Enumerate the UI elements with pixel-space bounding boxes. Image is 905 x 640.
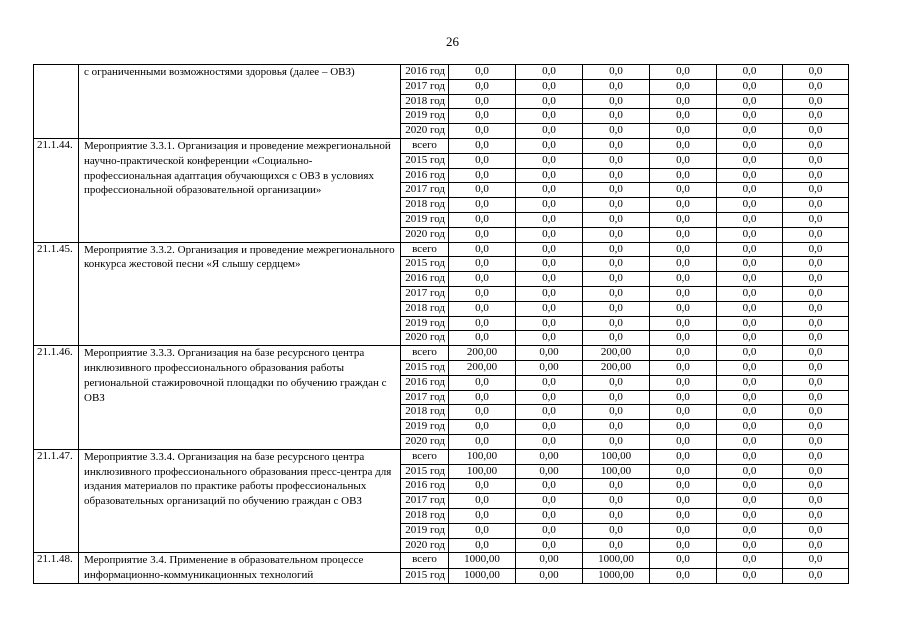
value-cell: 0,0 (583, 390, 650, 405)
value-cell: 0,0 (583, 316, 650, 331)
value-cell: 0,0 (717, 553, 783, 568)
period-cell: 2015 год (401, 464, 449, 479)
value-cell: 0,0 (717, 183, 783, 198)
value-cell: 0,0 (717, 212, 783, 227)
value-cell: 0,0 (783, 420, 849, 435)
value-cell: 0,0 (449, 79, 516, 94)
value-cell: 0,0 (783, 94, 849, 109)
value-cell: 0,0 (449, 420, 516, 435)
value-cell: 0,0 (783, 286, 849, 301)
value-cell: 0,0 (717, 434, 783, 449)
value-cell: 0,0 (449, 375, 516, 390)
value-cell: 0,0 (583, 65, 650, 80)
period-cell: 2017 год (401, 390, 449, 405)
value-cell: 0,0 (783, 79, 849, 94)
period-cell: 2020 год (401, 538, 449, 553)
value-cell: 0,0 (583, 198, 650, 213)
period-cell: 2019 год (401, 420, 449, 435)
period-cell: 2018 год (401, 198, 449, 213)
value-cell: 0,0 (583, 286, 650, 301)
value-cell: 0,0 (516, 508, 583, 523)
value-cell: 0,0 (516, 272, 583, 287)
value-cell: 0,0 (717, 316, 783, 331)
measure-code: 21.1.44. (34, 138, 79, 242)
value-cell: 0,0 (717, 109, 783, 124)
period-cell: 2015 год (401, 360, 449, 375)
value-cell: 0,0 (516, 375, 583, 390)
value-cell: 0,0 (583, 168, 650, 183)
value-cell: 0,0 (783, 212, 849, 227)
value-cell: 0,0 (516, 109, 583, 124)
value-cell: 0,0 (650, 420, 717, 435)
table-row (34, 449, 849, 464)
value-cell: 0,00 (516, 346, 583, 361)
value-cell: 0,0 (516, 331, 583, 346)
value-cell: 0,0 (516, 183, 583, 198)
table-row (34, 242, 849, 257)
value-cell: 0,0 (449, 494, 516, 509)
period-cell: всего (401, 346, 449, 361)
value-cell: 0,0 (717, 153, 783, 168)
period-cell: 2017 год (401, 79, 449, 94)
value-cell: 1000,00 (449, 553, 516, 568)
value-cell: 0,0 (783, 553, 849, 568)
value-cell: 200,00 (449, 360, 516, 375)
value-cell: 0,0 (449, 538, 516, 553)
value-cell: 0,0 (783, 331, 849, 346)
value-cell: 0,0 (717, 538, 783, 553)
value-cell: 0,0 (717, 65, 783, 80)
value-cell: 0,0 (783, 568, 849, 583)
period-cell: 2018 год (401, 301, 449, 316)
value-cell: 0,0 (650, 301, 717, 316)
page-number: 26 (446, 34, 459, 49)
value-cell: 0,0 (783, 360, 849, 375)
measure-code (34, 65, 79, 139)
value-cell: 0,0 (783, 434, 849, 449)
value-cell: 0,0 (516, 94, 583, 109)
value-cell: 100,00 (583, 449, 650, 464)
value-cell: 0,0 (650, 124, 717, 139)
period-cell: 2017 год (401, 494, 449, 509)
value-cell: 0,0 (650, 109, 717, 124)
value-cell: 0,0 (583, 523, 650, 538)
value-cell: 0,0 (717, 242, 783, 257)
value-cell: 0,0 (449, 257, 516, 272)
measure-name: Мероприятие 3.3.3. Организация на базе ресурсного центра инклюзивного профессионального образования работы региональной стажировочной площадки по обучению граждан с ОВЗ (79, 346, 401, 450)
value-cell: 0,0 (783, 272, 849, 287)
value-cell: 0,00 (516, 449, 583, 464)
value-cell: 0,0 (783, 390, 849, 405)
value-cell: 0,0 (583, 331, 650, 346)
value-cell: 100,00 (583, 464, 650, 479)
measure-name: Мероприятие 3.3.1. Организация и проведение межрегиональной научно-практической конференции «Социально-профессиональная адаптация обучающихся с ОВЗ в условиях профессиональной образовательной организации» (79, 138, 401, 242)
value-cell: 0,0 (449, 434, 516, 449)
table-row (34, 138, 849, 153)
value-cell: 0,0 (449, 198, 516, 213)
value-cell: 0,0 (717, 464, 783, 479)
table-row (34, 65, 849, 80)
value-cell: 0,0 (583, 153, 650, 168)
value-cell: 0,0 (717, 449, 783, 464)
value-cell: 0,0 (583, 434, 650, 449)
value-cell: 0,00 (516, 568, 583, 583)
measure-code: 21.1.46. (34, 346, 79, 450)
value-cell: 0,0 (516, 538, 583, 553)
value-cell: 0,0 (650, 538, 717, 553)
value-cell: 0,0 (516, 257, 583, 272)
value-cell: 0,0 (583, 420, 650, 435)
value-cell: 0,0 (783, 138, 849, 153)
value-cell: 0,0 (783, 464, 849, 479)
value-cell: 0,0 (449, 227, 516, 242)
value-cell: 0,0 (783, 479, 849, 494)
period-cell: 2019 год (401, 523, 449, 538)
value-cell: 0,0 (717, 79, 783, 94)
value-cell: 0,0 (717, 479, 783, 494)
value-cell: 0,0 (650, 198, 717, 213)
value-cell: 0,0 (650, 242, 717, 257)
value-cell: 0,0 (449, 479, 516, 494)
value-cell: 0,0 (449, 183, 516, 198)
value-cell: 0,0 (650, 168, 717, 183)
period-cell: 2016 год (401, 375, 449, 390)
value-cell: 0,0 (783, 227, 849, 242)
value-cell: 1000,00 (583, 553, 650, 568)
value-cell: 0,0 (449, 138, 516, 153)
value-cell: 0,0 (516, 153, 583, 168)
period-cell: 2016 год (401, 272, 449, 287)
measure-name: Мероприятие 3.3.4. Организация на базе ресурсного центра инклюзивного профессионального образования пресс-центра для издания материалов по практике работы профессиональных образовательных организаций по обучению граждан с ОВЗ (79, 449, 401, 553)
value-cell: 0,0 (783, 183, 849, 198)
value-cell: 0,0 (516, 479, 583, 494)
value-cell: 0,0 (650, 464, 717, 479)
value-cell: 0,0 (650, 508, 717, 523)
value-cell: 0,0 (783, 449, 849, 464)
value-cell: 1000,00 (583, 568, 650, 583)
table-body (34, 65, 849, 584)
value-cell: 0,0 (650, 449, 717, 464)
value-cell: 0,0 (783, 346, 849, 361)
value-cell: 0,0 (650, 494, 717, 509)
period-cell: 2016 год (401, 65, 449, 80)
value-cell: 0,0 (583, 508, 650, 523)
value-cell: 0,0 (516, 523, 583, 538)
value-cell: 0,0 (516, 420, 583, 435)
value-cell: 0,0 (783, 375, 849, 390)
value-cell: 0,0 (650, 65, 717, 80)
value-cell: 0,0 (650, 568, 717, 583)
value-cell: 0,0 (650, 94, 717, 109)
value-cell: 0,0 (583, 212, 650, 227)
budget-table (33, 64, 849, 584)
measure-code: 21.1.45. (34, 242, 79, 346)
value-cell: 0,0 (650, 183, 717, 198)
value-cell: 0,00 (516, 464, 583, 479)
value-cell: 0,0 (516, 65, 583, 80)
value-cell: 0,0 (516, 405, 583, 420)
period-cell: 2019 год (401, 109, 449, 124)
value-cell: 0,0 (583, 405, 650, 420)
value-cell: 100,00 (449, 449, 516, 464)
period-cell: 2019 год (401, 316, 449, 331)
value-cell: 0,0 (449, 316, 516, 331)
value-cell: 0,0 (516, 79, 583, 94)
period-cell: всего (401, 242, 449, 257)
value-cell: 0,0 (583, 272, 650, 287)
value-cell: 0,0 (516, 494, 583, 509)
value-cell: 0,0 (449, 94, 516, 109)
value-cell: 0,0 (717, 286, 783, 301)
value-cell: 0,0 (583, 257, 650, 272)
value-cell: 0,0 (583, 375, 650, 390)
value-cell: 0,0 (449, 331, 516, 346)
value-cell: 0,0 (717, 227, 783, 242)
value-cell: 0,0 (783, 153, 849, 168)
value-cell: 0,0 (783, 242, 849, 257)
value-cell: 0,0 (449, 168, 516, 183)
value-cell: 0,0 (650, 360, 717, 375)
value-cell: 0,0 (783, 124, 849, 139)
value-cell: 1000,00 (449, 568, 516, 583)
period-cell: 2020 год (401, 124, 449, 139)
value-cell: 0,0 (583, 109, 650, 124)
value-cell: 0,0 (583, 138, 650, 153)
period-cell: 2018 год (401, 508, 449, 523)
value-cell: 0,0 (650, 405, 717, 420)
period-cell: всего (401, 553, 449, 568)
value-cell: 0,0 (717, 494, 783, 509)
value-cell: 0,0 (583, 183, 650, 198)
value-cell: 0,00 (516, 360, 583, 375)
measure-name: Мероприятие 3.3.2. Организация и проведение межрегионального конкурса жестовой песни «Я слышу сердцем» (79, 242, 401, 346)
period-cell: 2020 год (401, 227, 449, 242)
value-cell: 0,0 (783, 508, 849, 523)
value-cell: 0,0 (717, 124, 783, 139)
value-cell: 0,0 (516, 138, 583, 153)
value-cell: 0,0 (516, 286, 583, 301)
value-cell: 0,0 (783, 257, 849, 272)
value-cell: 0,0 (783, 494, 849, 509)
value-cell: 0,0 (650, 138, 717, 153)
value-cell: 0,0 (449, 124, 516, 139)
value-cell: 0,0 (650, 331, 717, 346)
value-cell: 0,0 (783, 523, 849, 538)
table-row (34, 553, 849, 568)
value-cell: 0,0 (449, 242, 516, 257)
value-cell: 0,00 (516, 553, 583, 568)
value-cell: 0,0 (717, 375, 783, 390)
value-cell: 0,0 (449, 272, 516, 287)
value-cell: 0,0 (717, 198, 783, 213)
value-cell: 0,0 (717, 568, 783, 583)
value-cell: 0,0 (516, 301, 583, 316)
value-cell: 0,0 (449, 212, 516, 227)
value-cell: 0,0 (717, 508, 783, 523)
value-cell: 0,0 (717, 168, 783, 183)
value-cell: 0,0 (516, 316, 583, 331)
value-cell: 0,0 (449, 508, 516, 523)
value-cell: 0,0 (650, 553, 717, 568)
period-cell: 2019 год (401, 212, 449, 227)
measure-code: 21.1.48. (34, 553, 79, 584)
value-cell: 0,0 (449, 65, 516, 80)
value-cell: 0,0 (516, 124, 583, 139)
value-cell: 0,0 (650, 212, 717, 227)
value-cell: 0,0 (650, 227, 717, 242)
value-cell: 0,0 (583, 301, 650, 316)
value-cell: 0,0 (449, 405, 516, 420)
value-cell: 0,0 (516, 212, 583, 227)
value-cell: 0,0 (449, 301, 516, 316)
table-row (34, 346, 849, 361)
value-cell: 0,0 (650, 257, 717, 272)
value-cell: 0,0 (650, 346, 717, 361)
value-cell: 0,0 (583, 242, 650, 257)
value-cell: 0,0 (583, 479, 650, 494)
value-cell: 0,0 (783, 168, 849, 183)
period-cell: 2017 год (401, 286, 449, 301)
value-cell: 0,0 (650, 434, 717, 449)
value-cell: 100,00 (449, 464, 516, 479)
value-cell: 0,0 (650, 479, 717, 494)
value-cell: 0,0 (783, 109, 849, 124)
period-cell: 2016 год (401, 168, 449, 183)
value-cell: 200,00 (583, 346, 650, 361)
value-cell: 0,0 (650, 286, 717, 301)
period-cell: 2020 год (401, 331, 449, 346)
value-cell: 0,0 (449, 109, 516, 124)
period-cell: 2018 год (401, 405, 449, 420)
value-cell: 0,0 (717, 346, 783, 361)
value-cell: 0,0 (449, 523, 516, 538)
value-cell: 0,0 (717, 301, 783, 316)
value-cell: 0,0 (783, 65, 849, 80)
value-cell: 0,0 (583, 124, 650, 139)
value-cell: 0,0 (717, 94, 783, 109)
value-cell: 0,0 (717, 390, 783, 405)
value-cell: 0,0 (650, 316, 717, 331)
value-cell: 0,0 (449, 153, 516, 168)
value-cell: 0,0 (650, 153, 717, 168)
value-cell: 0,0 (516, 227, 583, 242)
value-cell: 0,0 (717, 360, 783, 375)
value-cell: 0,0 (717, 420, 783, 435)
period-cell: 2017 год (401, 183, 449, 198)
measure-code: 21.1.47. (34, 449, 79, 553)
period-cell: 2015 год (401, 153, 449, 168)
value-cell: 0,0 (783, 198, 849, 213)
value-cell: 0,0 (650, 375, 717, 390)
value-cell: 0,0 (717, 272, 783, 287)
value-cell: 0,0 (717, 523, 783, 538)
period-cell: всего (401, 138, 449, 153)
value-cell: 0,0 (583, 538, 650, 553)
value-cell: 0,0 (583, 94, 650, 109)
value-cell: 0,0 (449, 286, 516, 301)
value-cell: 200,00 (583, 360, 650, 375)
value-cell: 0,0 (516, 242, 583, 257)
period-cell: 2015 год (401, 257, 449, 272)
value-cell: 0,0 (583, 227, 650, 242)
period-cell: 2018 год (401, 94, 449, 109)
value-cell: 0,0 (717, 138, 783, 153)
period-cell: 2015 год (401, 568, 449, 583)
value-cell: 0,0 (717, 331, 783, 346)
value-cell: 0,0 (516, 168, 583, 183)
value-cell: 0,0 (583, 494, 650, 509)
value-cell: 0,0 (449, 390, 516, 405)
value-cell: 0,0 (717, 405, 783, 420)
value-cell: 0,0 (583, 79, 650, 94)
value-cell: 0,0 (783, 316, 849, 331)
period-cell: 2020 год (401, 434, 449, 449)
value-cell: 0,0 (717, 257, 783, 272)
period-cell: всего (401, 449, 449, 464)
value-cell: 0,0 (516, 390, 583, 405)
value-cell: 0,0 (650, 272, 717, 287)
measure-name: с ограниченными возможностями здоровья (далее – ОВЗ) (79, 65, 401, 139)
value-cell: 0,0 (650, 79, 717, 94)
value-cell: 0,0 (783, 405, 849, 420)
value-cell: 0,0 (516, 198, 583, 213)
measure-name: Мероприятие 3.4. Применение в образовательном процессе информационно-коммуникационных технологий (79, 553, 401, 584)
value-cell: 200,00 (449, 346, 516, 361)
value-cell: 0,0 (783, 538, 849, 553)
period-cell: 2016 год (401, 479, 449, 494)
value-cell: 0,0 (516, 434, 583, 449)
value-cell: 0,0 (650, 390, 717, 405)
value-cell: 0,0 (783, 301, 849, 316)
value-cell: 0,0 (650, 523, 717, 538)
